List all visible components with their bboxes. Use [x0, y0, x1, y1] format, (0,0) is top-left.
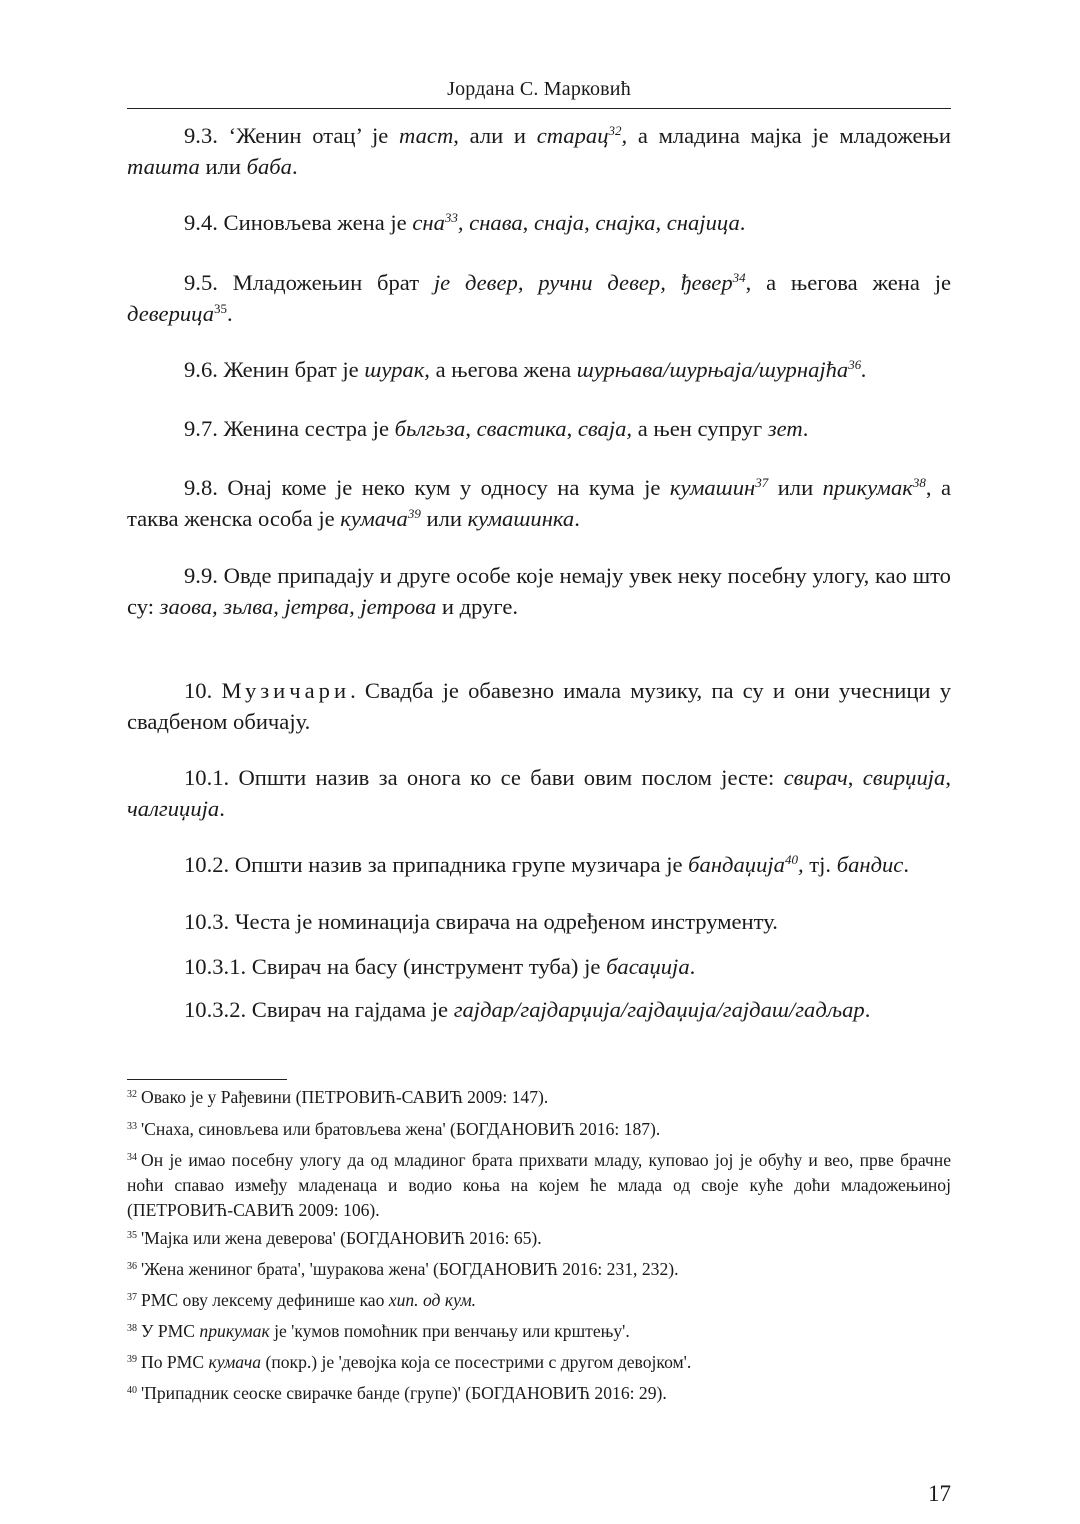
footnote-ref-38[interactable]: 38 — [912, 475, 926, 490]
paragraph-10: 10. Музичари. Свадба је обавезно имала музику, па су и они учесници у свадбеном обичају. — [127, 678, 951, 734]
footnote-32: $^{32}$ Овако је у Рађевини (ПЕТРОВИЋ-САВИЋ 2009: 147). — [127, 1087, 549, 1107]
footnote-ref-33[interactable]: 33 — [444, 210, 458, 225]
footnote-34: $^{34}$ Он је имао посебну улогу да од младиног брата прихвати младу, куповао јој је обућу и вео, прве брачне ноћи спавао између младенаца и водио коња на којем ће млада од своје куће доћи младожењиној (ПЕТРОВИЋ-САВИЋ 2009: 106). — [127, 1150, 951, 1220]
paragraph-10-3-1: 10.3.1. Свирач на басу (инструмент туба) је басаџија. — [184, 954, 696, 979]
footnote-36: $^{36}$ 'Жена жениног брата', 'шуракова жена' (БОГДАНОВИЋ 2016: 231, 232). — [127, 1259, 679, 1279]
footnote-ref-34[interactable]: 34 — [732, 270, 746, 285]
paragraph-9-3: 9.3. ‘Женин отац’ је таст, али и старац$^{32}$, а младина мајка је младожењи ташта или баба. — [127, 123, 951, 179]
footnote-ref-39[interactable]: 39 — [407, 506, 421, 521]
footnote-ref-32[interactable]: 32 — [608, 123, 622, 138]
paragraph-10-2: 10.2. Општи назив за припадника групе музичара је бандаџија$^{40}$, тј. бандис. — [184, 852, 909, 877]
paragraph-10-3: 10.3. Честа је номинација свирача на одређеном инструменту. — [184, 909, 778, 934]
paragraph-10-1: 10.1. Општи назив за онога ко се бави овим послом јесте: свирач, свирџија, чалгиџија. — [127, 765, 951, 821]
paragraph-10-3-2: 10.3.2. Свирач на гајдама је гајдар/гајдарџија/гајдаџија/гајдаш/гадљар. — [184, 997, 871, 1022]
section-heading-musicians: Музичари — [221, 678, 351, 703]
paragraph-9-5: 9.5. Младожењин брат је девер, ручни девер, ђевер$^{34}$, а његова жена је деверица$^{35}$. — [127, 270, 951, 326]
footnote-33: $^{33}$ 'Снаха, синовљева или братовљева жена' (БОГДАНОВИЋ 2016: 187). — [127, 1119, 661, 1139]
running-header: Јордана С. Марковић — [447, 78, 631, 100]
footnote-38: $^{38}$ У РМС прикумак је 'кумов помоћник при венчању или крштењу'. — [127, 1321, 630, 1341]
footnote-ref-37[interactable]: 37 — [755, 475, 769, 490]
paragraph-9-4: 9.4. Синовљева жена је сна$^{33}$, снава, снаја, снајка, снајица. — [184, 210, 746, 235]
footnote-separator — [127, 1079, 287, 1080]
footnote-39: $^{39}$ По РМС кумача (покр.) је 'девојка која се посестрими с другом девојком'. — [127, 1352, 692, 1372]
paragraph-9-9: 9.9. Овде припадају и друге особе које немају увек неку посебну улогу, као што су: заова, зьлва, јетрва, јетрова и друге. — [127, 563, 951, 619]
footnote-ref-36[interactable]: 36 — [848, 357, 862, 372]
page-number: 17 — [928, 1481, 951, 1506]
header-rule — [127, 108, 951, 109]
footnote-ref-35[interactable]: 35 — [214, 301, 228, 316]
paragraph-9-6: 9.6. Женин брат је шурак, а његова жена шурњава/шурњаја/шурнајћа$^{36}$. — [184, 357, 867, 382]
footnote-35: $^{35}$ 'Мајка или жена деверова' (БОГДАНОВИЋ 2016: 65). — [127, 1228, 542, 1248]
footnote-37: $^{37}$ РМС ову лексему дефинише као хип. од кум. — [127, 1290, 477, 1310]
footnote-ref-40[interactable]: 40 — [784, 852, 798, 867]
paragraph-9-8: 9.8. Онај коме је неко кум у односу на кума је кумашин$^{37}$ или прикумак$^{38}$, а таква женска особа је кумача$^{39}$ или кумашинка. — [127, 475, 951, 531]
paragraph-9-7: 9.7. Женина сестра је бьлгьза, свастика, сваја, а њен супруг зет. — [184, 416, 809, 441]
footnote-40: $^{40}$ 'Припадник сеоске свирачке банде (групе)' (БОГДАНОВИЋ 2016: 29). — [127, 1383, 667, 1403]
